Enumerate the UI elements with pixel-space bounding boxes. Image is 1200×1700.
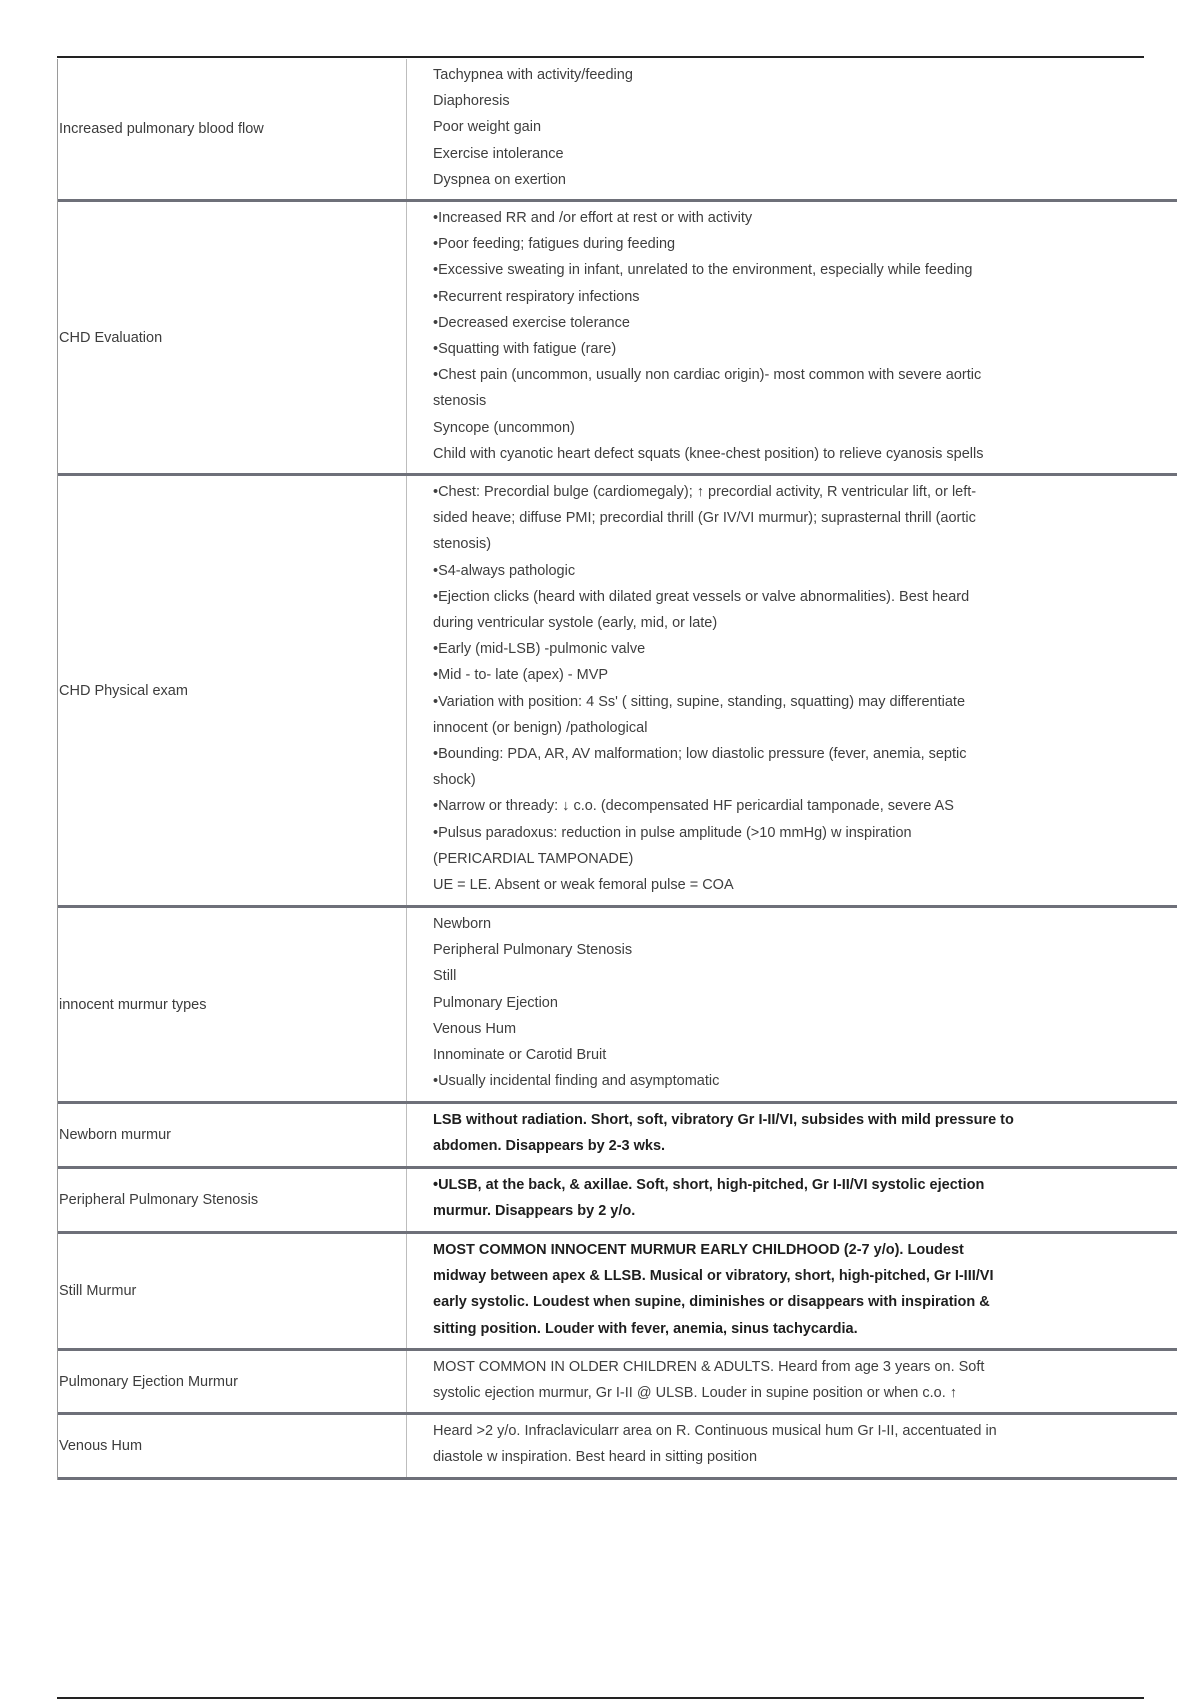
definition-line: Syncope (uncommon) xyxy=(433,419,575,436)
table-row xyxy=(58,1104,1177,1169)
definition-line: •ULSB, at the back, & axillae. Soft, short, high-pitched, Gr I-II/VI systolic ejection xyxy=(433,1177,985,1193)
definition-line: Exercise intolerance xyxy=(433,145,564,162)
row-term: Venous Hum xyxy=(58,1415,407,1477)
row-definition xyxy=(407,908,1177,1101)
definition-line: •Squatting with fatigue (rare) xyxy=(433,341,617,358)
table-row xyxy=(58,1415,1177,1480)
top-rule xyxy=(57,56,1144,58)
definition-line: Child with cyanotic heart defect squats (knee-chest position) to relieve cyanosis spells xyxy=(433,445,984,462)
definition-line: stenosis xyxy=(433,393,487,410)
row-definition xyxy=(407,1351,1177,1412)
row-definition xyxy=(407,1234,1177,1348)
definition-line: •Chest: Precordial bulge (cardiomegaly); ↑ precordial activity, R ventricular lift, or left- xyxy=(433,484,977,500)
definition-line: Tachypnea with activity/feeding xyxy=(433,67,633,83)
definition-line: murmur. Disappears by 2 y/o. xyxy=(433,1203,636,1220)
row-term: Increased pulmonary blood flow xyxy=(58,59,407,199)
definition-line: Newborn xyxy=(433,916,492,932)
definition-line: sitting position. Louder with fever, anemia, sinus tachycardia. xyxy=(433,1320,858,1337)
definition-line: during ventricular systole (early, mid, or late) xyxy=(433,615,718,632)
definition-line: MOST COMMON INNOCENT MURMUR EARLY CHILDHOOD (2-7 y/o). Loudest xyxy=(433,1242,964,1258)
definition-line: Innominate or Carotid Bruit xyxy=(433,1047,607,1064)
definition-line: •Pulsus paradoxus: reduction in pulse amplitude (>10 mmHg) w inspiration xyxy=(433,824,912,841)
definition-line: •Excessive sweating in infant, unrelated to the environment, especially while feeding xyxy=(433,262,973,279)
definition-line: Heard >2 y/o. Infraclavicularr area on R. Continuous musical hum Gr I-II, accentuated in xyxy=(433,1423,997,1439)
row-term: Newborn murmur xyxy=(58,1104,407,1166)
definition-line: •S4-always pathologic xyxy=(433,562,576,579)
definition-line: innocent (or benign) /pathological xyxy=(433,719,648,736)
definition-line: MOST COMMON IN OLDER CHILDREN & ADULTS. Heard from age 3 years on. Soft xyxy=(433,1359,985,1375)
row-term: CHD Physical exam xyxy=(58,476,407,905)
definition-line: UE = LE. Absent or weak femoral pulse = COA xyxy=(433,877,734,894)
row-term: Peripheral Pulmonary Stenosis xyxy=(58,1169,407,1231)
definition-line: LSB without radiation. Short, soft, vibratory Gr I-II/VI, subsides with mild pressure to xyxy=(433,1112,1014,1128)
table-row xyxy=(58,1351,1177,1415)
definition-line: •Early (mid-LSB) -pulmonic valve xyxy=(433,641,646,658)
table-row xyxy=(58,908,1177,1104)
definition-line: Dyspnea on exertion xyxy=(433,171,566,188)
table-row xyxy=(58,476,1177,908)
definition-line: Still xyxy=(433,968,457,985)
definition-line: sided heave; diffuse PMI; precordial thrill (Gr IV/VI murmur); suprasternal thrill (aortic xyxy=(433,510,976,527)
definition-line: abdomen. Disappears by 2-3 wks. xyxy=(433,1138,666,1155)
definition-line: early systolic. Loudest when supine, diminishes or disappears with inspiration & xyxy=(433,1294,990,1311)
bottom-rule xyxy=(57,1697,1144,1699)
murmur-reference-table xyxy=(57,59,1177,1480)
table-row xyxy=(58,202,1177,476)
definition-line: •Bounding: PDA, AR, AV malformation; low diastolic pressure (fever, anemia, septic xyxy=(433,746,967,763)
definition-line: stenosis) xyxy=(433,536,492,553)
definition-line: •Narrow or thready: ↓ c.o. (decompensated HF pericardial tamponade, severe AS xyxy=(433,798,954,815)
definition-line: •Variation with position: 4 Ss' ( sitting, supine, standing, squatting) may differentiate xyxy=(433,693,966,710)
row-definition xyxy=(407,59,1177,199)
row-term: innocent murmur types xyxy=(58,908,407,1101)
definition-line: Peripheral Pulmonary Stenosis xyxy=(433,942,633,959)
definition-line: Venous Hum xyxy=(433,1020,517,1037)
row-definition xyxy=(407,1104,1177,1166)
definition-line: midway between apex & LLSB. Musical or vibratory, short, high-pitched, Gr I-III/VI xyxy=(433,1268,994,1285)
definition-line: •Decreased exercise tolerance xyxy=(433,314,630,331)
table-row xyxy=(58,1169,1177,1234)
definition-line: •Usually incidental finding and asymptomatic xyxy=(433,1073,720,1090)
definition-line: diastole w inspiration. Best heard in sitting position xyxy=(433,1449,758,1466)
definition-line: Pulmonary Ejection xyxy=(433,994,558,1011)
table-row xyxy=(58,1234,1177,1351)
row-definition xyxy=(407,1169,1177,1231)
row-term: Still Murmur xyxy=(58,1234,407,1348)
row-definition xyxy=(407,1415,1177,1477)
table-row xyxy=(58,59,1177,202)
definition-line: systolic ejection murmur, Gr I-II @ ULSB. Louder in supine position or when c.o. ↑ xyxy=(433,1385,958,1402)
row-term: CHD Evaluation xyxy=(58,202,407,473)
definition-line: •Ejection clicks (heard with dilated great vessels or valve abnormalities). Best heard xyxy=(433,588,970,605)
definition-line: •Chest pain (uncommon, usually non cardiac origin)- most common with severe aortic xyxy=(433,367,982,384)
row-definition xyxy=(407,476,1177,905)
definition-line: •Mid - to- late (apex) - MVP xyxy=(433,667,609,684)
definition-line: (PERICARDIAL TAMPONADE) xyxy=(433,850,634,867)
definition-line: shock) xyxy=(433,772,476,789)
definition-line: Poor weight gain xyxy=(433,119,542,136)
definition-line: •Increased RR and /or effort at rest or with activity xyxy=(433,210,753,226)
definition-line: •Recurrent respiratory infections xyxy=(433,288,640,305)
row-term: Pulmonary Ejection Murmur xyxy=(58,1351,407,1412)
definition-line: Diaphoresis xyxy=(433,93,510,110)
row-definition xyxy=(407,202,1177,473)
definition-line: •Poor feeding; fatigues during feeding xyxy=(433,236,676,253)
